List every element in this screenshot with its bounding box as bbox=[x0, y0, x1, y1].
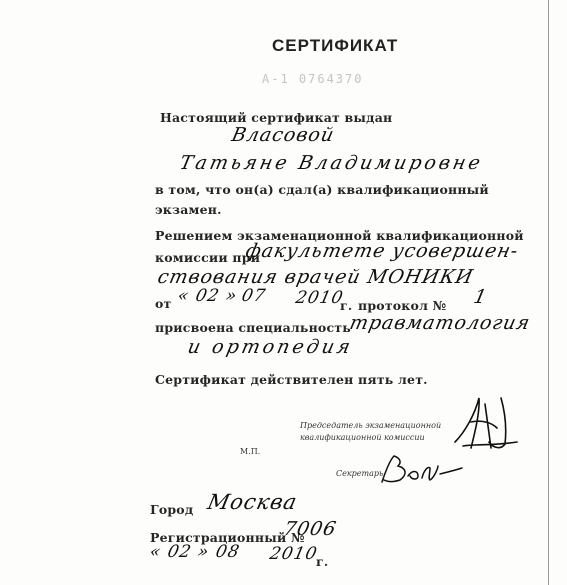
secretary-signature bbox=[378, 452, 464, 488]
institution-part2: ствования врачей МОНИКИ bbox=[155, 266, 476, 288]
decision-text-line1: Решением экзаменационной квалификационной bbox=[155, 228, 524, 243]
holder-surname: Власовой bbox=[229, 124, 337, 146]
certificate-serial-number: А-1 0764370 bbox=[262, 72, 364, 86]
city-value: Москва bbox=[205, 490, 300, 514]
specialty-label: присвоена специальность bbox=[155, 320, 351, 335]
chair-signature bbox=[445, 392, 525, 454]
date-from-day: « 02 » bbox=[175, 286, 240, 306]
scan-edge-line bbox=[548, 0, 549, 585]
issue-year: 2010 bbox=[267, 544, 320, 564]
registration-number: 7006 bbox=[281, 518, 339, 540]
specialty-part1: травматология bbox=[347, 312, 533, 334]
specialty-part2: и ортопедия bbox=[185, 336, 356, 358]
chair-label-line2: квалификационной комиссии bbox=[300, 433, 425, 442]
chair-label-line1: Председатель экзаменационной bbox=[300, 421, 442, 430]
date-from-year: 2010 bbox=[293, 288, 346, 308]
stamp-place-label: М.П. bbox=[240, 447, 261, 456]
issue-year-suffix: г. bbox=[316, 554, 329, 569]
institution-part1: факультете усовершен- bbox=[243, 240, 521, 262]
commission-prefix: комиссии при bbox=[155, 250, 261, 265]
issue-day: « 02 » bbox=[147, 542, 212, 562]
issued-to-label: Настоящий сертификат выдан bbox=[160, 110, 393, 125]
registration-label: Регистрационный № bbox=[150, 530, 305, 545]
date-from-month: 07 bbox=[239, 286, 268, 306]
holder-given-names: Татьяне Владимировне bbox=[177, 152, 486, 174]
date-from-label: от bbox=[155, 296, 172, 311]
exam-text-line2: экзамен. bbox=[155, 202, 222, 217]
exam-text-line1: в том, что он(а) сдал(а) квалификационный bbox=[155, 182, 489, 197]
issue-month: 08 bbox=[213, 542, 242, 562]
date-from-year-suffix: г. bbox=[340, 298, 353, 313]
city-label: Город bbox=[150, 502, 194, 517]
protocol-number: 1 bbox=[471, 286, 490, 308]
secretary-label: Секретарь bbox=[336, 469, 384, 478]
protocol-label: протокол № bbox=[358, 298, 447, 313]
validity-text: Сертификат действителен пять лет. bbox=[155, 372, 428, 387]
certificate-title: СЕРТИФИКАТ bbox=[272, 36, 399, 55]
